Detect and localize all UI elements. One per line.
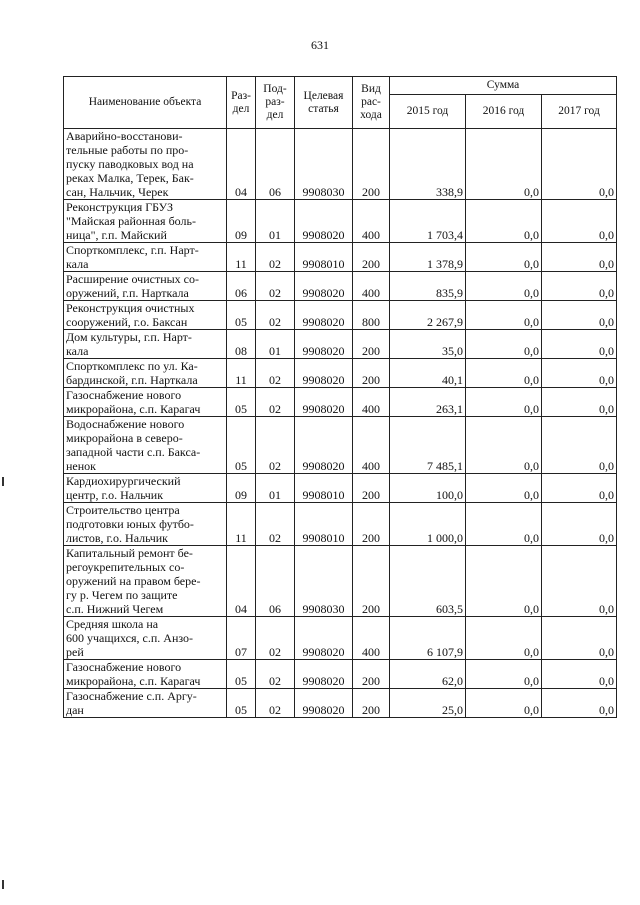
- row-section: 05: [227, 388, 256, 417]
- table-row: [64, 388, 617, 417]
- table-row: [64, 660, 617, 689]
- row-section: 04: [227, 129, 256, 200]
- row-amount-2017: 0,0: [542, 200, 617, 243]
- row-name: Капитальный ремонт бе- регоукрепительных со- оружений на правом бере- гу р. Чегем по защите с.п. Нижний Чегем: [64, 546, 227, 617]
- row-amount-2017: 0,0: [542, 617, 617, 660]
- table-header: [64, 77, 617, 129]
- header-sum: Сумма: [390, 77, 617, 95]
- header-name: Наименование объекта: [64, 77, 227, 129]
- row-amount-2015: 338,9: [390, 129, 466, 200]
- row-section: 05: [227, 301, 256, 330]
- row-amount-2015: 835,9: [390, 272, 466, 301]
- header-2016: 2016 год: [466, 95, 542, 129]
- row-subsection: 02: [256, 301, 295, 330]
- row-amount-2015: 1 378,9: [390, 243, 466, 272]
- row-subsection: 02: [256, 388, 295, 417]
- row-amount-2016: 0,0: [466, 272, 542, 301]
- row-amount-2015: 6 107,9: [390, 617, 466, 660]
- row-expense: 200: [353, 689, 390, 718]
- row-section: 08: [227, 330, 256, 359]
- row-subsection: 06: [256, 129, 295, 200]
- table-row: [64, 129, 617, 200]
- row-amount-2016: 0,0: [466, 660, 542, 689]
- row-amount-2015: 7 485,1: [390, 417, 466, 474]
- row-amount-2015: 263,1: [390, 388, 466, 417]
- row-amount-2017: 0,0: [542, 272, 617, 301]
- row-amount-2016: 0,0: [466, 689, 542, 718]
- row-amount-2017: 0,0: [542, 503, 617, 546]
- row-name: Строительство центра подготовки юных футбо- листов, г.о. Нальчик: [64, 503, 227, 546]
- row-amount-2017: 0,0: [542, 417, 617, 474]
- row-expense: 400: [353, 388, 390, 417]
- row-section: 11: [227, 359, 256, 388]
- row-subsection: 01: [256, 330, 295, 359]
- row-amount-2015: 2 267,9: [390, 301, 466, 330]
- row-section: 11: [227, 243, 256, 272]
- row-amount-2016: 0,0: [466, 200, 542, 243]
- row-expense: 400: [353, 200, 390, 243]
- row-name: Кардиохирургический центр, г.о. Нальчик: [64, 474, 227, 503]
- row-amount-2015: 100,0: [390, 474, 466, 503]
- page-number: 631: [311, 38, 329, 52]
- row-subsection: 01: [256, 474, 295, 503]
- table-row: [64, 503, 617, 546]
- row-article: 9908010: [295, 243, 353, 272]
- row-section: 06: [227, 272, 256, 301]
- row-subsection: 02: [256, 243, 295, 272]
- row-amount-2015: 1 000,0: [390, 503, 466, 546]
- header-section: Раз- дел: [227, 77, 256, 129]
- row-article: 9908030: [295, 129, 353, 200]
- row-article: 9908020: [295, 617, 353, 660]
- row-section: 09: [227, 200, 256, 243]
- row-subsection: 02: [256, 417, 295, 474]
- row-subsection: 06: [256, 546, 295, 617]
- row-amount-2017: 0,0: [542, 474, 617, 503]
- row-article: 9908020: [295, 417, 353, 474]
- row-name: Дом культуры, г.п. Нарт- кала: [64, 330, 227, 359]
- row-amount-2015: 40,1: [390, 359, 466, 388]
- row-amount-2016: 0,0: [466, 617, 542, 660]
- row-name: Газоснабжение нового микрорайона, с.п. Карагач: [64, 660, 227, 689]
- row-amount-2016: 0,0: [466, 129, 542, 200]
- row-subsection: 02: [256, 272, 295, 301]
- row-expense: 200: [353, 474, 390, 503]
- row-subsection: 02: [256, 689, 295, 718]
- row-amount-2017: 0,0: [542, 689, 617, 718]
- row-name: Водоснабжение нового микрорайона в северо- западной части с.п. Бакса- ненок: [64, 417, 227, 474]
- row-name: Газоснабжение с.п. Аргу- дан: [64, 689, 227, 718]
- row-amount-2015: 603,5: [390, 546, 466, 617]
- row-amount-2016: 0,0: [466, 388, 542, 417]
- row-section: 05: [227, 417, 256, 474]
- table-row: [64, 330, 617, 359]
- table-row: [64, 243, 617, 272]
- row-article: 9908020: [295, 200, 353, 243]
- row-article: 9908020: [295, 272, 353, 301]
- row-subsection: 02: [256, 660, 295, 689]
- row-name: Средняя школа на 600 учащихся, с.п. Анзо- рей: [64, 617, 227, 660]
- row-amount-2015: 1 703,4: [390, 200, 466, 243]
- budget-table: [63, 76, 617, 718]
- table-row: [64, 617, 617, 660]
- scan-mark: [2, 880, 4, 889]
- row-amount-2017: 0,0: [542, 660, 617, 689]
- row-amount-2015: 62,0: [390, 660, 466, 689]
- row-name: Спорткомплекс по ул. Ка- бардинской, г.п. Нарткала: [64, 359, 227, 388]
- row-amount-2015: 35,0: [390, 330, 466, 359]
- row-expense: 200: [353, 503, 390, 546]
- row-amount-2016: 0,0: [466, 546, 542, 617]
- header-subsection: Под- раз- дел: [256, 77, 295, 129]
- row-expense: 200: [353, 330, 390, 359]
- row-amount-2016: 0,0: [466, 301, 542, 330]
- row-amount-2017: 0,0: [542, 330, 617, 359]
- row-amount-2017: 0,0: [542, 388, 617, 417]
- header-2015: 2015 год: [390, 95, 466, 129]
- table-row: [64, 359, 617, 388]
- row-name: Реконструкция очистных сооружений, г.о. Баксан: [64, 301, 227, 330]
- row-expense: 400: [353, 272, 390, 301]
- row-article: 9908030: [295, 546, 353, 617]
- header-article: Целевая статья: [295, 77, 353, 129]
- table-row: [64, 200, 617, 243]
- row-expense: 400: [353, 417, 390, 474]
- table-row: [64, 301, 617, 330]
- row-article: 9908010: [295, 503, 353, 546]
- table-row: [64, 272, 617, 301]
- row-article: 9908020: [295, 330, 353, 359]
- row-amount-2016: 0,0: [466, 503, 542, 546]
- row-section: 07: [227, 617, 256, 660]
- row-amount-2016: 0,0: [466, 330, 542, 359]
- row-expense: 200: [353, 546, 390, 617]
- row-amount-2017: 0,0: [542, 243, 617, 272]
- row-amount-2015: 25,0: [390, 689, 466, 718]
- row-expense: 200: [353, 660, 390, 689]
- row-amount-2017: 0,0: [542, 546, 617, 617]
- row-article: 9908020: [295, 660, 353, 689]
- table-row: [64, 546, 617, 617]
- table-row: [64, 474, 617, 503]
- table-row: [64, 417, 617, 474]
- scan-mark: [2, 477, 4, 486]
- row-expense: 400: [353, 617, 390, 660]
- row-section: 05: [227, 660, 256, 689]
- row-amount-2017: 0,0: [542, 129, 617, 200]
- table-body: [64, 129, 617, 718]
- row-subsection: 02: [256, 617, 295, 660]
- row-article: 9908020: [295, 388, 353, 417]
- row-section: 11: [227, 503, 256, 546]
- row-amount-2016: 0,0: [466, 474, 542, 503]
- row-section: 04: [227, 546, 256, 617]
- row-name: Расширение очистных со- оружений, г.п. Нарткала: [64, 272, 227, 301]
- row-article: 9908020: [295, 301, 353, 330]
- row-amount-2016: 0,0: [466, 417, 542, 474]
- table-row: [64, 689, 617, 718]
- row-name: Газоснабжение нового микрорайона, с.п. Карагач: [64, 388, 227, 417]
- row-name: Аварийно-восстанови- тельные работы по про- пуску паводковых вод на реках Малка, Терек, Бак- сан, Нальчик, Черек: [64, 129, 227, 200]
- row-section: 09: [227, 474, 256, 503]
- row-subsection: 01: [256, 200, 295, 243]
- row-amount-2017: 0,0: [542, 301, 617, 330]
- row-amount-2016: 0,0: [466, 243, 542, 272]
- row-amount-2016: 0,0: [466, 359, 542, 388]
- header-expense: Вид рас- хода: [353, 77, 390, 129]
- row-name: Спорткомплекс, г.п. Нарт- кала: [64, 243, 227, 272]
- row-expense: 200: [353, 129, 390, 200]
- row-amount-2017: 0,0: [542, 359, 617, 388]
- row-expense: 200: [353, 243, 390, 272]
- row-expense: 200: [353, 359, 390, 388]
- row-article: 9908020: [295, 359, 353, 388]
- row-subsection: 02: [256, 359, 295, 388]
- row-expense: 800: [353, 301, 390, 330]
- row-article: 9908010: [295, 474, 353, 503]
- row-article: 9908020: [295, 689, 353, 718]
- header-2017: 2017 год: [542, 95, 617, 129]
- row-subsection: 02: [256, 503, 295, 546]
- row-name: Реконструкция ГБУЗ "Майская районная боль- ница", г.п. Майский: [64, 200, 227, 243]
- row-section: 05: [227, 689, 256, 718]
